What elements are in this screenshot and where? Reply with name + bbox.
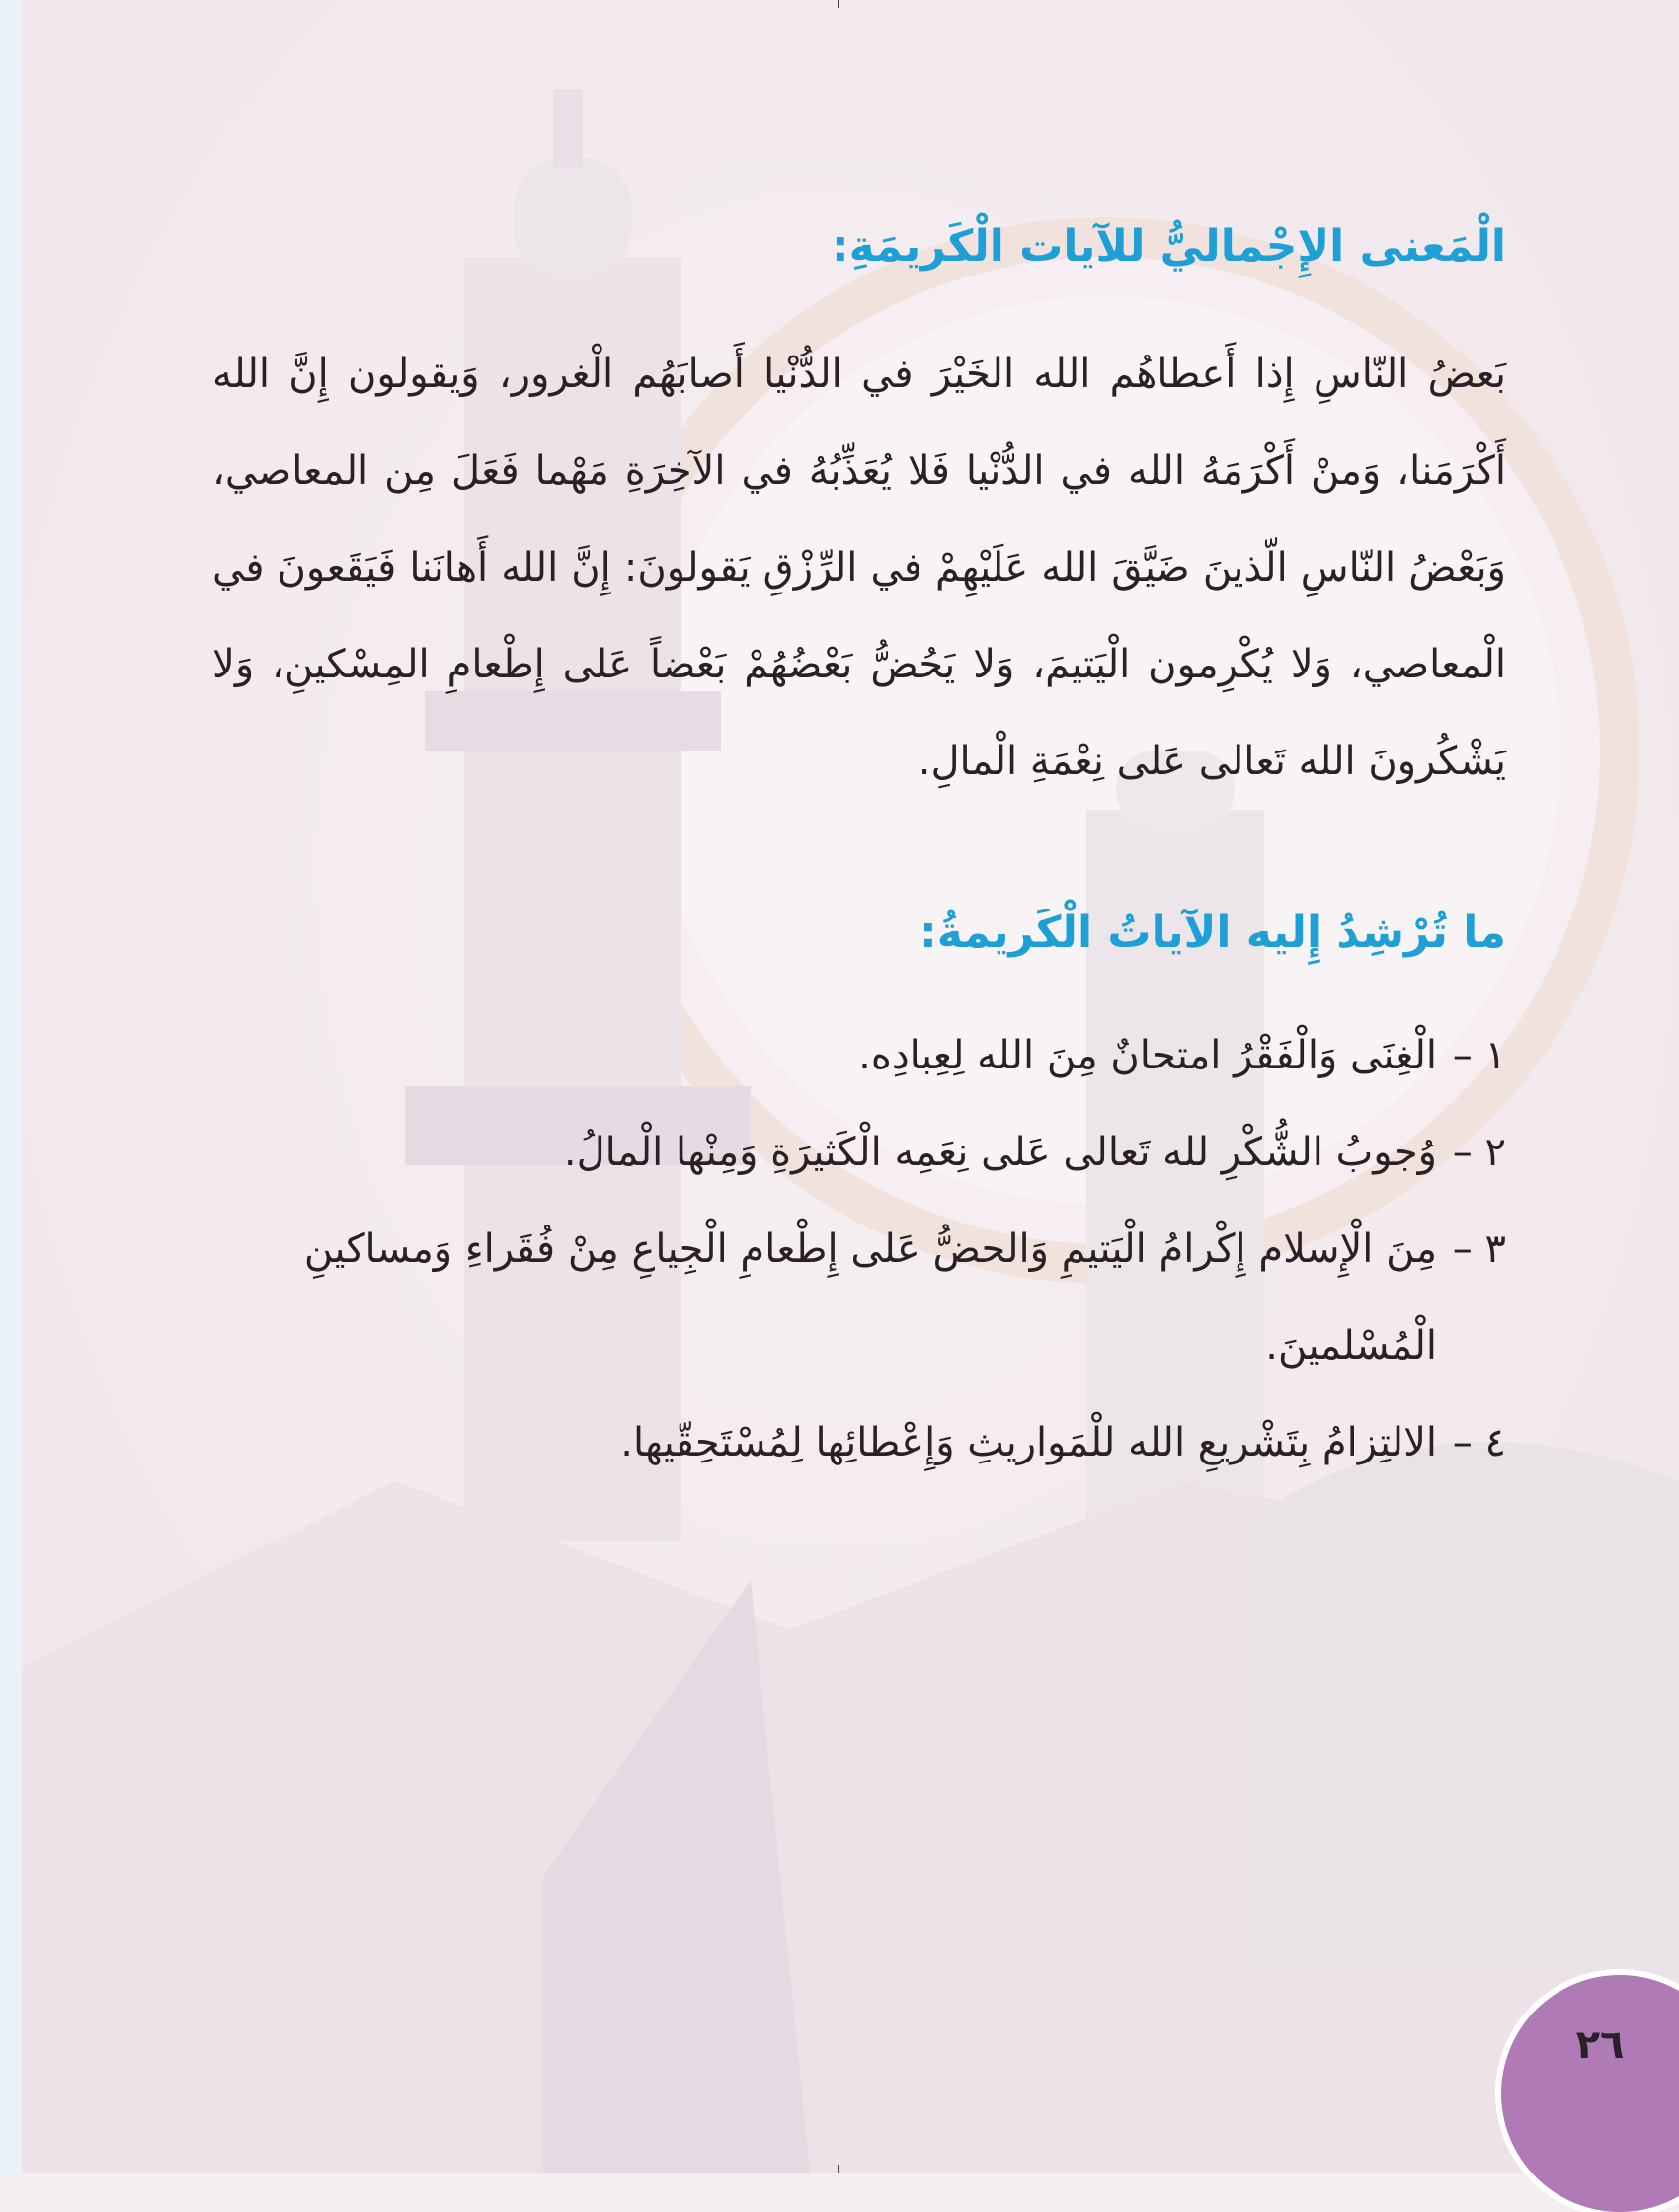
list-item-text: الْغِنَى وَالْفَقْرُ امتحانٌ مِنَ الله لِعِبادِه.	[858, 1033, 1437, 1078]
section-heading-general-meaning: الْمَعنى الإِجْماليُّ للآيات الْكَريمَةِ:	[831, 221, 1506, 272]
list-item	[212, 1394, 1506, 1491]
list-item-number: ٢ –	[1452, 1130, 1506, 1175]
general-meaning-paragraph: بَعضُ النّاسِ إِذا أَعطاهُم الله الخَيْرَ في الدُّنْيا أَصابَهُم الْغرور، وَيقولون إِنَّ الله أَكْرَمَنا، وَمنْ أَكْرَمَهُ الله في الدُّنْيا فَلا يُعَذِّبُهُ في الآخِرَةِ مَهْما فَعَلَ مِن المعاصي، وَبَعْضُ النّاسِ الّذينَ ضَيَّقَ الله عَلَيْهِمْ في الرِّزْقِ يَقولونَ: إِنَّ الله أَهانَنا فَيَقَعونَ في الْمعاصي، وَلا يُكْرِمون الْيَتيمَ، وَلا يَحُضُّ بَعْضُهُمْ بَعْضاً عَلى إِطْعامِ المِسْكينِ، وَلا يَشْكُرونَ الله تَعالى عَلى نِعْمَةِ الْمالِ.	[212, 352, 1506, 784]
list-item-text: وُجوبُ الشُّكْرِ لله تَعالى عَلى نِعَمِه الْكَثيرَةِ وَمِنْها الْمالُ.	[563, 1130, 1437, 1175]
list-item-number: ٤ –	[1452, 1420, 1506, 1465]
list-item	[212, 1007, 1506, 1104]
section-heading-guidance: ما تُرْشِدُ إِليه الآياتُ الْكَريمةُ:	[919, 908, 1506, 958]
list-item-number: ١ –	[1452, 1033, 1506, 1078]
page-edge-strip	[0, 0, 22, 2172]
list-item	[212, 1201, 1506, 1394]
list-item-text: مِنَ الْإِسلام إِكْرامُ الْيَتيمِ وَالحضُّ عَلى إِطْعامِ الْجِياعِ مِنْ فُقَراءِ وَمساكينِ الْمُسْلمينَ.	[303, 1226, 1437, 1369]
page-content	[212, 0, 1506, 2172]
page-number: ٢٦	[1575, 2022, 1625, 2068]
list-item-text: الالتِزامُ بِتَشْريعِ الله للْمَواريثِ وَإِعْطائِها لِمُسْتَحِقّيها.	[620, 1420, 1437, 1465]
list-item-number: ٣ –	[1452, 1226, 1506, 1272]
list-item	[212, 1104, 1506, 1201]
guidance-list	[212, 1007, 1506, 1491]
